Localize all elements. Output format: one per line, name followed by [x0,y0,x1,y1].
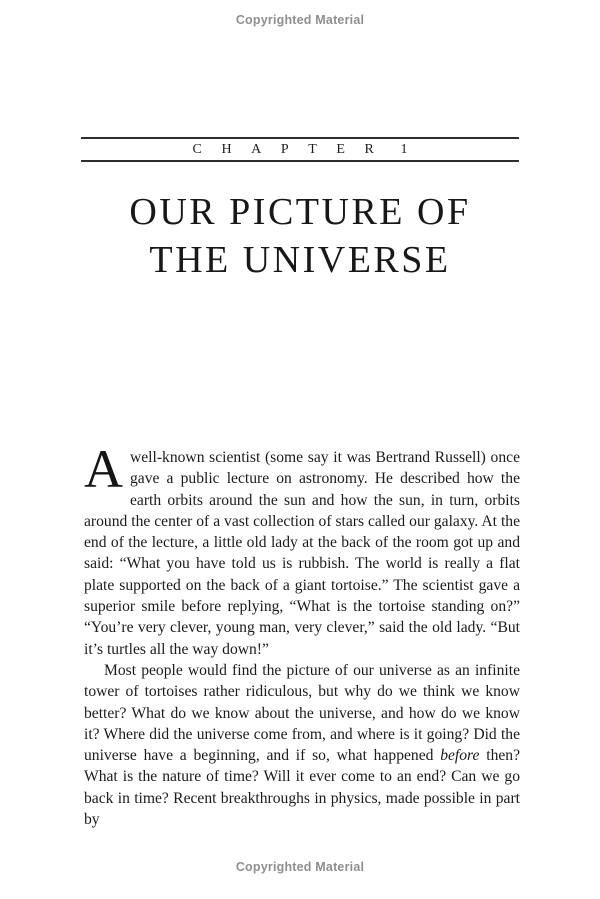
chapter-heading [81,142,519,158]
chapter-label: CHAPTER [192,142,394,157]
body-text [84,439,521,830]
chapter-title-line-2: THE UNIVERSE [149,239,451,281]
paragraph-2-italic-word: before [440,747,480,765]
chapter-title [0,188,600,284]
chapter-title-line-1: OUR PICTURE OF [129,191,471,233]
paragraph-2-text-post: then? What is the nature of time? Will it ever come to an end? Can we go back in time? Recent breakthroughs in physics, made possible in part by [84,747,521,829]
paragraph-2 [84,660,520,830]
chapter-number: 1 [400,142,408,157]
paragraph-2-text-pre: Most people would find the picture of our universe as an infinite tower of tortoises rather ridiculous, but why do we think we know better? What do we know about the universe, and how do we know it? Where did the universe come from, and where is it going? Did the universe have a beginning, and if so, what happened [84,661,520,765]
copyright-notice-bottom: Copyrighted Material [235,860,365,874]
paragraph-1-text: well-known scientist (some say it was Bertrand Russell) once gave a public lecture on astronomy. He described how the earth orbits around the sun and how the sun, in turn, orbits around the center of a vast collection of stars called our galaxy. At the end of the lecture, a little old lady at the back of the room got up and said: “What you have told us is rubbish. The world is really a flat plate supported on the back of a giant tortoise.” The scientist gave a superior smile before replying, “What is the tortoise standing on?” “You’re very clever, young man, very clever,” said the old lady. “But it’s turtles all the way down!” [84,449,520,658]
copyright-notice-top: Copyrighted Material [235,13,365,27]
chapter-heading-rule-box [81,137,519,162]
paragraph-1 [84,439,520,660]
drop-cap: A [84,439,123,499]
